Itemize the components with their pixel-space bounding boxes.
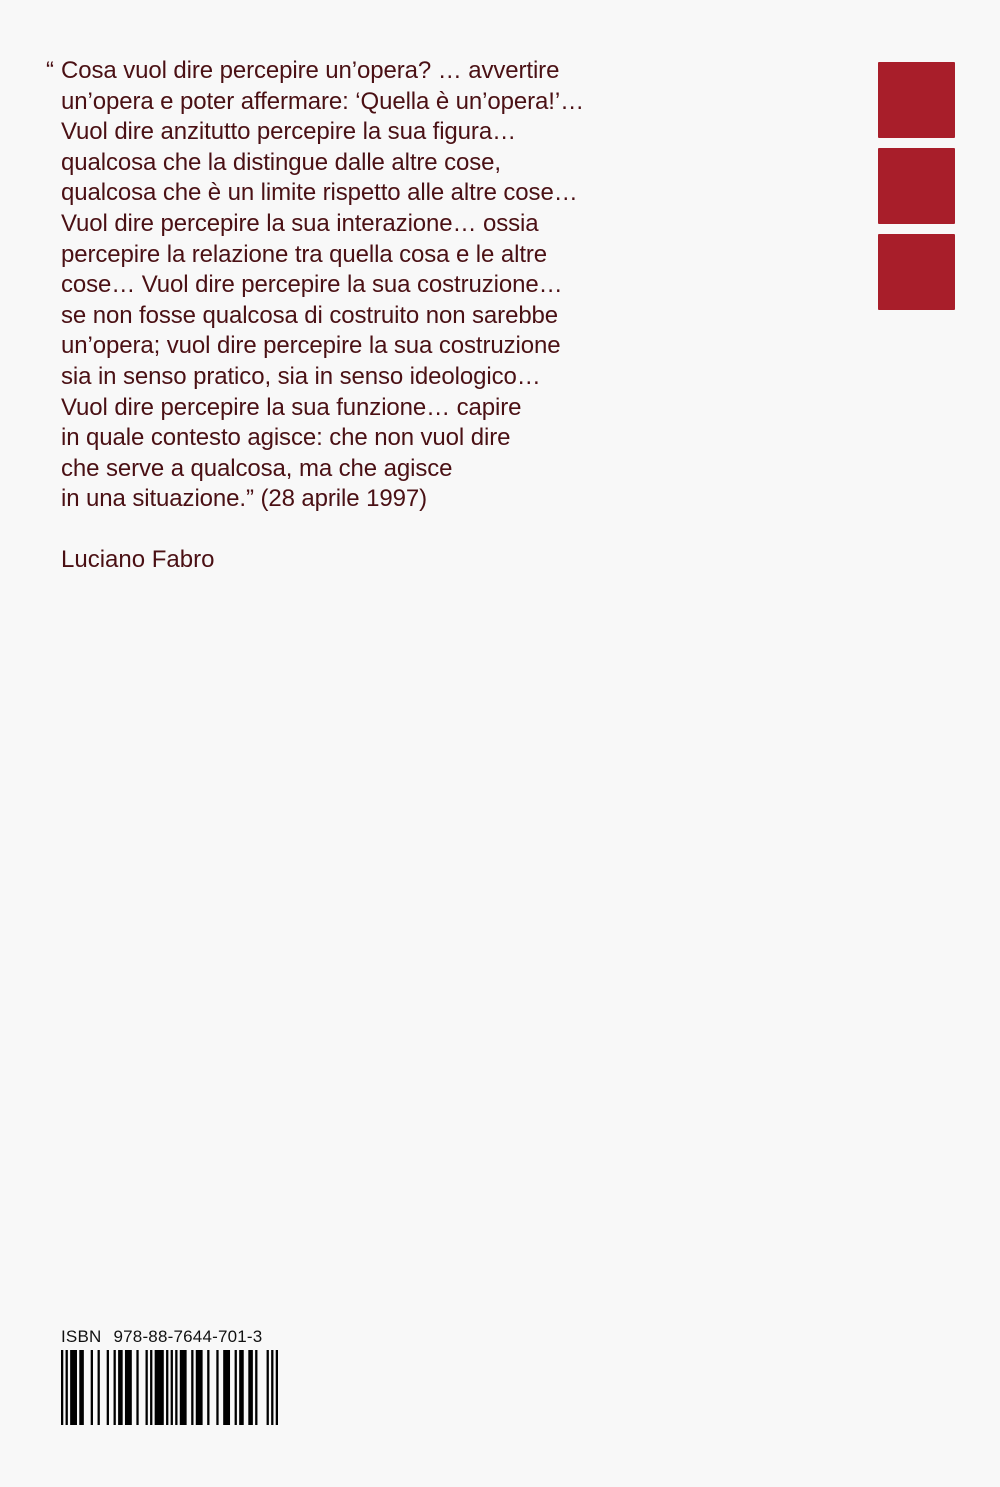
barcode-bar — [146, 1350, 148, 1425]
quote-line: se non fosse qualcosa di costruito non sarebbe — [61, 301, 559, 329]
quote-line: Cosa vuol dire percepire un’opera? … avvertire — [61, 57, 560, 84]
barcode-bar — [166, 1350, 168, 1425]
quote-line: percepire la relazione tra quella cosa e le altre — [61, 240, 548, 268]
decorative-red-blocks — [878, 62, 955, 320]
quote-line: Vuol dire percepire la sua funzione… capire — [61, 393, 522, 421]
red-block — [878, 62, 955, 138]
barcode-bar — [118, 1350, 123, 1425]
quote-line: qualcosa che la distingue dalle altre cose, — [61, 148, 501, 176]
barcode-bar — [239, 1350, 244, 1425]
barcode-bar — [107, 1350, 109, 1425]
barcode-bar — [98, 1350, 100, 1425]
red-block — [878, 148, 955, 224]
barcode-bar — [271, 1350, 273, 1425]
barcode-bar — [223, 1350, 230, 1425]
quote-author: Luciano Fabro — [61, 546, 215, 573]
barcode-bar — [114, 1350, 116, 1425]
isbn-number: 978-88-7644-701-3 — [113, 1327, 263, 1346]
barcode-bar — [136, 1350, 138, 1425]
quote-line: in una situazione.” (28 aprile 1997) — [61, 485, 427, 513]
barcode-bar — [150, 1350, 152, 1425]
barcode-bar — [248, 1350, 253, 1425]
quote-line: un’opera; vuol dire percepire la sua costruzione — [61, 332, 561, 360]
barcode-bar — [180, 1350, 187, 1425]
barcode-bar — [255, 1350, 257, 1425]
barcode — [61, 1350, 278, 1425]
barcode-bar — [91, 1350, 93, 1425]
barcode-bar — [171, 1350, 173, 1425]
barcode-bar — [235, 1350, 237, 1425]
barcode-bar — [125, 1350, 132, 1425]
barcode-bar — [216, 1350, 218, 1425]
barcode-bar — [61, 1350, 63, 1425]
red-block — [878, 234, 955, 310]
quote-line: Vuol dire percepire la sua interazione… ossia — [61, 209, 539, 237]
quote-line: un’opera e poter affermare: ‘Quella è un’opera!’… — [61, 87, 584, 115]
barcode-bar — [66, 1350, 68, 1425]
opening-quote-mark: “ — [46, 57, 54, 84]
barcode-bar — [196, 1350, 203, 1425]
quote-line: cose… Vuol dire percepire la sua costruzione… — [61, 271, 563, 299]
barcode-bar — [70, 1350, 77, 1425]
quote-line: in quale contesto agisce: che non vuol dire — [61, 424, 511, 452]
barcode-bar — [276, 1350, 278, 1425]
quote-line: sia in senso pratico, sia in senso ideologico… — [61, 362, 541, 390]
barcode-bar — [79, 1350, 84, 1425]
barcode-bar — [175, 1350, 177, 1425]
quote-line: che serve a qualcosa, ma che agisce — [61, 454, 453, 482]
isbn-label: ISBN — [61, 1327, 102, 1346]
barcode-bar — [207, 1350, 209, 1425]
quote-line: Vuol dire anzitutto percepire la sua figura… — [61, 118, 516, 146]
barcode-bar — [191, 1350, 193, 1425]
quote-line: qualcosa che è un limite rispetto alle altre cose… — [61, 179, 578, 207]
back-cover-quote — [46, 56, 701, 515]
isbn-text — [61, 1327, 262, 1347]
barcode-bar — [267, 1350, 269, 1425]
barcode-bar — [155, 1350, 164, 1425]
